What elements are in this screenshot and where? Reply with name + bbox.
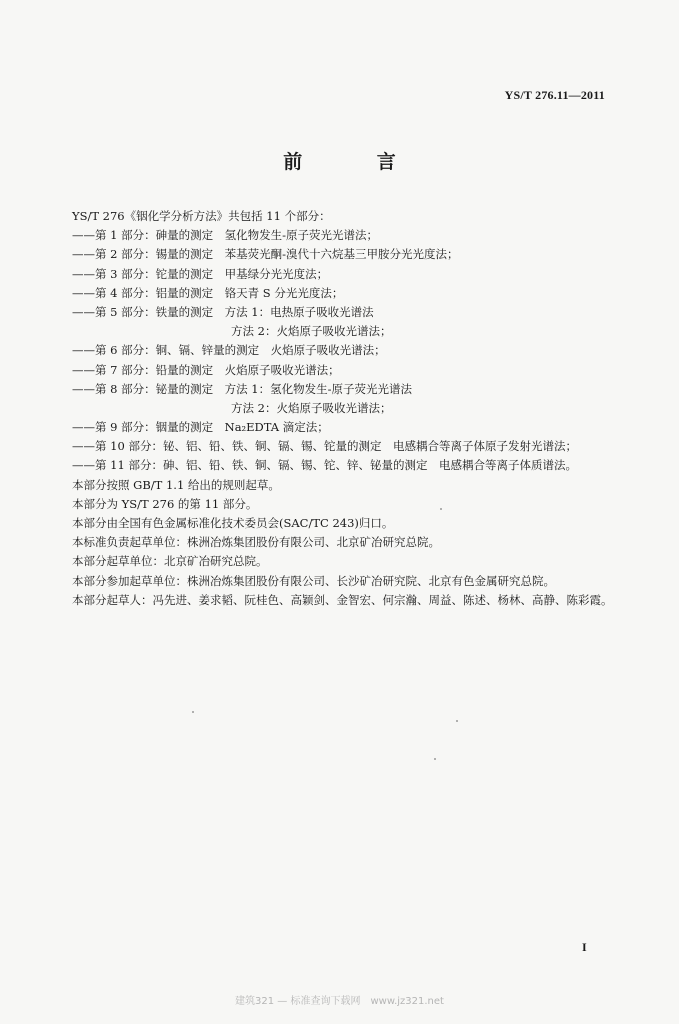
part-5-line: ——第 5 部分：铁量的测定 方法 1：电热原子吸收光谱法 (72, 304, 374, 319)
intro-line: YS/T 276《铟化学分析方法》共包括 11 个部分： (72, 209, 331, 223)
part-11-line: ——第 11 部分：砷、铝、铅、铁、铜、镉、锡、铊、锌、铋量的测定 电感耦合等离子体质谱法。 (72, 458, 577, 473)
part-8-line: ——第 8 部分：铋量的测定 方法 1：氢化物发生-原子荧光光谱法 (72, 381, 412, 396)
committee-line: 本部分由全国有色金属标准化技术委员会(SAC/TC 243)归口。 (72, 516, 394, 530)
watermark: 建筑321 — 标准查询下载网 www.jz321.net (235, 996, 444, 1007)
responsible-unit-line: 本标准负责起草单位：株洲冶炼集团股份有限公司、北京矿冶研究总院。 (72, 535, 440, 550)
page-number: I (582, 940, 587, 954)
part-7-line: ——第 7 部分：铅量的测定 火焰原子吸收光谱法； (72, 362, 340, 377)
part-6-line: ——第 6 部分：铜、镉、锌量的测定 火焰原子吸收光谱法； (72, 343, 386, 358)
part-number-line: 本部分为 YS/T 276 的第 11 部分。 (72, 496, 258, 511)
part-4-line: ——第 4 部分：铝量的测定 铬天青 S 分光光度法； (72, 285, 344, 300)
scan-speck (456, 720, 458, 722)
drafting-unit-line: 本部分起草单位：北京矿冶研究总院。 (72, 554, 268, 569)
part-5-method-2-line: 方法 2：火焰原子吸收光谱法； (231, 324, 392, 339)
foreword-body (72, 207, 632, 610)
standard-number: YS/T 276.11—2011 (504, 88, 605, 102)
scan-speck (434, 758, 436, 760)
drafters-line: 本部分起草人：冯先进、姜求韬、阮桂色、高颖剑、金智宏、何宗瀚、周益、陈述、杨林、高静、陈彩霞。 (72, 592, 613, 607)
scan-speck (440, 508, 442, 510)
scan-speck (192, 711, 194, 713)
part-1-line: ——第 1 部分：砷量的测定 氢化物发生-原子荧光光谱法； (72, 228, 379, 243)
page-title: 前 言 (283, 151, 430, 173)
part-8-method-2-line: 方法 2：火焰原子吸收光谱法； (231, 400, 392, 415)
participating-units-line: 本部分参加起草单位：株洲冶炼集团股份有限公司、长沙矿冶研究院、北京有色金属研究总院。 (72, 573, 555, 588)
part-9-line: ——第 9 部分：铟量的测定 Na₂EDTA 滴定法； (72, 420, 329, 435)
part-2-line: ——第 2 部分：锡量的测定 苯基荧光酮-溴代十六烷基三甲胺分光光度法； (72, 247, 459, 262)
part-10-line: ——第 10 部分：铋、铝、铅、铁、铜、镉、锡、铊量的测定 电感耦合等离子体原子发射光谱法； (72, 439, 577, 454)
part-3-line: ——第 3 部分：铊量的测定 甲基绿分光光度法； (72, 266, 329, 281)
drafting-rules-line: 本部分按照 GB/T 1.1 给出的规则起草。 (72, 477, 280, 492)
